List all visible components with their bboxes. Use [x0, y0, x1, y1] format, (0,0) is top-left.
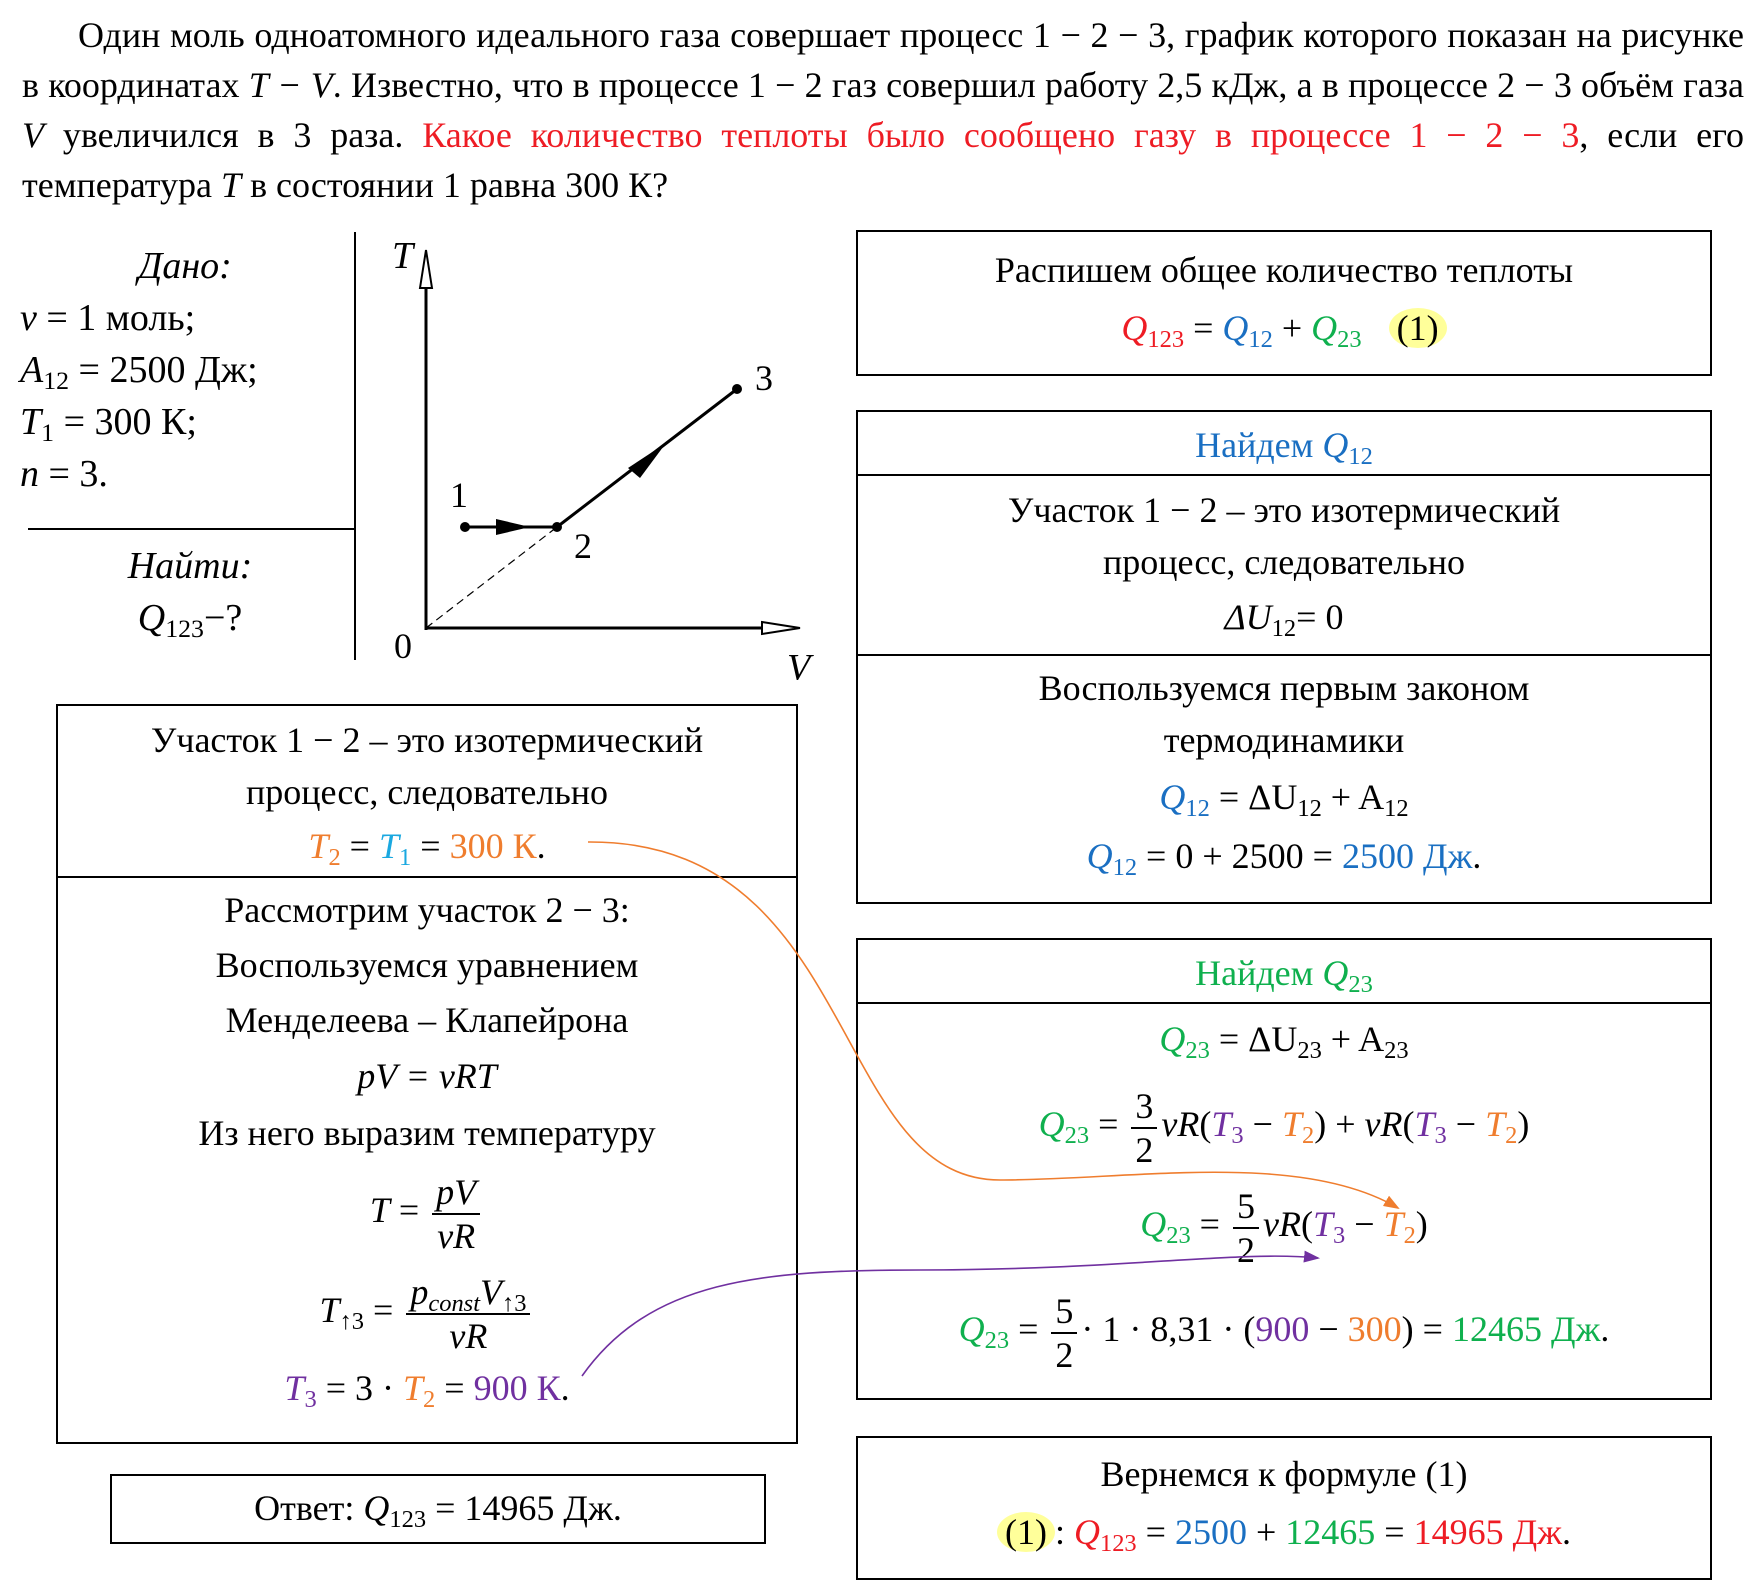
point-2: [552, 522, 562, 532]
given-a12: $A_{12} = 2500$ Дж;: [20, 349, 258, 396]
problem-mid2: увеличился в 3 раза.: [44, 115, 423, 155]
point-1-label: 1: [450, 475, 468, 515]
formula-tag-2: (1): [997, 1512, 1055, 1552]
left-isobaric: Рассмотрим участок 2 − 3: Воспользуемся уравнением Менделеева – Клапейрона pV = νRT Из него выразим температуру T = $\frac{pV}{\nu R}$ $T_{↑3}$ = $\frac{p_{const}V_{↑3}}{\nu R}$ $T_3 = 3 \cdot T_2 = 900$ К.: [198, 890, 656, 1413]
problem-tail: , если его температура: [22, 115, 1745, 205]
q12-first-law: Воспользуемся первым законом термодинамики $Q_{12} = \Delta U_{12} + A_{12}$ $Q_{12} = 0 + 2500 = 2500$ Дж.: [1038, 668, 1530, 881]
problem-var-t: T: [221, 165, 242, 205]
given-divider: [28, 528, 356, 530]
q12-box: [856, 410, 1712, 904]
v-axis-label: V: [787, 647, 811, 680]
left-isothermal: Участок 1 − 2 – это изотермический процесс, следовательно $T_2 = T_1 = 300$ К.: [150, 720, 704, 871]
problem-var-v: V: [22, 115, 44, 155]
problem-statement: [22, 10, 1744, 210]
return-formula-box: [856, 1436, 1712, 1580]
point-2-label: 2: [574, 526, 592, 566]
point-3-label: 3: [755, 358, 773, 398]
total-heat-formula: $Q_{123} = Q_{12} + Q_{23}$ (1): [858, 296, 1710, 360]
problem-tail2: в состоянии 1 равна 300 К?: [241, 165, 669, 205]
point-1: [460, 522, 470, 532]
given-block: [20, 240, 350, 500]
given-nu: ν = 1 моль;: [20, 297, 196, 339]
q12-title: Найдем $Q_{12}$: [1195, 425, 1373, 470]
q23-box: [856, 938, 1712, 1400]
formula-tag-1: (1): [1389, 308, 1447, 348]
find-target: $Q_{123}-$?: [137, 597, 243, 644]
problem-coords: T − V: [248, 65, 333, 105]
point-3: [732, 384, 742, 394]
total-heat-title: Распишем общее количество теплоты: [994, 250, 1574, 290]
total-heat-box: [856, 230, 1712, 376]
find-block: [20, 540, 360, 644]
return-title: Вернемся к формуле (1): [1100, 1454, 1468, 1494]
answer-box: [110, 1474, 766, 1544]
given-t1: $T_1 = 300$ К;: [20, 401, 197, 448]
t-axis-label: T: [392, 235, 414, 277]
q23-title: Найдем $Q_{23}$: [1195, 953, 1373, 998]
arrow-2-3: [628, 443, 666, 478]
given-n: n = 3.: [20, 453, 108, 495]
tv-graph: [370, 230, 820, 680]
origin-label: 0: [394, 626, 412, 666]
problem-mid: . Известно, что в процессе 1 − 2 газ совершил работу 2,5 кДж, а в процессе 2 − 3 объём газа: [332, 65, 1745, 105]
given-heading: Дано:: [138, 245, 232, 287]
answer-text: Ответ: $Q_{123} = 14965$ Дж.: [254, 1488, 622, 1533]
left-derivation-box: [56, 704, 798, 1444]
return-formula: (1) : $Q_{123} = 2500 + 12465 = 14965$ Дж.: [858, 1500, 1710, 1564]
q23-line3: $Q_{23}$ = $\frac{5}{2}$ $\nu R(T_3 - T_2)$: [1140, 1185, 1428, 1270]
dashed-guide: [426, 527, 557, 628]
q23-line2: $Q_{23}$ = $\frac{3}{2}$ $\nu R(T_3 - T_2) + \nu R(T_3 - T_2)$: [1038, 1085, 1530, 1170]
q12-isothermal: Участок 1 − 2 – это изотермический процесс, следовательно $\Delta U_{12}= 0$: [1007, 490, 1561, 642]
problem-question: Какое количество теплоты было сообщено газу в процессе 1 − 2 − 3: [422, 115, 1580, 155]
q23-line1: $Q_{23} = \Delta U_{23} + A_{23}$: [1159, 1019, 1409, 1064]
problem-intro: Один моль одноатомного идеального газа совершает процесс 1 − 2 − 3, график которого показан на рисунке в координатах: [22, 15, 1744, 105]
t-axis-arrow: [420, 250, 432, 288]
arrow-1-2: [496, 519, 530, 535]
find-heading: Найти:: [127, 545, 253, 587]
v-axis-arrow: [762, 622, 800, 634]
q23-final: $Q_{23}$ = $\frac{5}{2}$ · 1 · 8,31 · (900 − 300) = 12465 Дж.: [958, 1290, 1610, 1375]
